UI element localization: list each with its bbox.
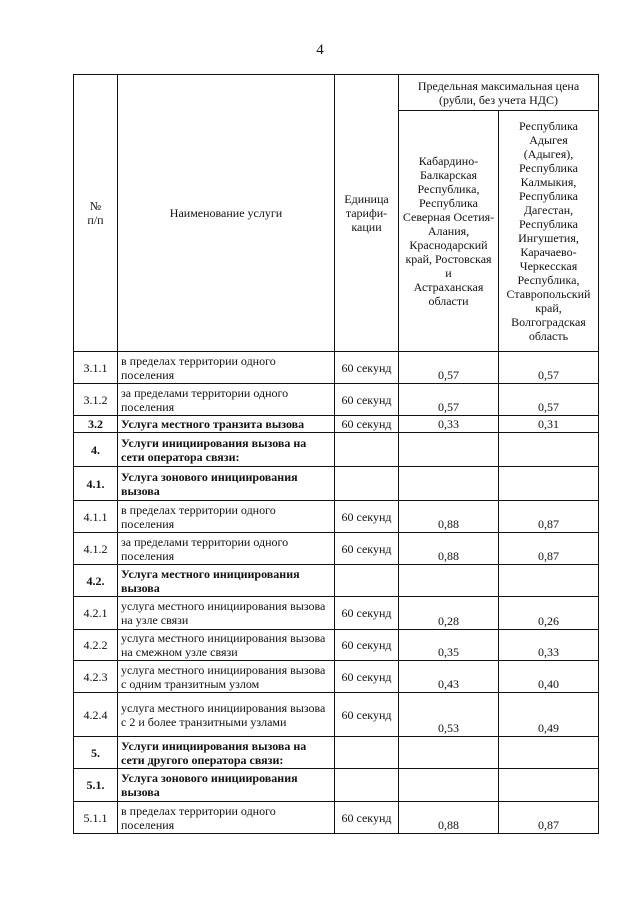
row-number-cell: 3.1.1 <box>74 352 118 384</box>
price-region-2-cell <box>499 769 599 802</box>
unit-cell <box>335 737 399 769</box>
unit-cell: 60 секунд <box>335 597 399 630</box>
row-number-cell: 4.2.3 <box>74 661 118 693</box>
price-region-1-cell: 0,88 <box>399 501 499 533</box>
table-row <box>74 802 599 834</box>
price-region-2-cell: 0,33 <box>499 630 599 661</box>
price-region-2-cell: 0,49 <box>499 693 599 737</box>
price-region-1-cell: 0,57 <box>399 384 499 416</box>
price-region-2-cell <box>499 433 599 467</box>
price-region-2-cell <box>499 467 599 501</box>
service-name-cell: услуга местного инициирования вызова на узле связи <box>118 597 335 630</box>
tariff-table <box>73 74 599 834</box>
price-region-2-cell <box>499 737 599 769</box>
header-max-price: Предельная максимальная цена (рубли, без учета НДС) <box>399 75 599 111</box>
unit-cell: 60 секунд <box>335 661 399 693</box>
price-region-2-cell: 0,87 <box>499 802 599 834</box>
price-region-1-cell <box>399 565 499 597</box>
price-region-2-cell: 0,40 <box>499 661 599 693</box>
table-row <box>74 533 599 565</box>
price-region-1-cell <box>399 433 499 467</box>
price-region-2-cell: 0,26 <box>499 597 599 630</box>
table-row <box>74 352 599 384</box>
service-name-cell: Услуга зонового инициирования вызова <box>118 467 335 501</box>
table-row <box>74 501 599 533</box>
price-region-1-cell <box>399 737 499 769</box>
row-number-cell: 5.1.1 <box>74 802 118 834</box>
price-region-2-cell <box>499 565 599 597</box>
service-name-cell: в пределах территории одного поселения <box>118 501 335 533</box>
service-name-cell: услуга местного инициирования вызова с 2 и более транзитными узлами <box>118 693 335 737</box>
unit-cell: 60 секунд <box>335 352 399 384</box>
unit-cell: 60 секунд <box>335 630 399 661</box>
unit-cell <box>335 769 399 802</box>
service-name-cell: Услуги инициирования вызова на сети оператора связи: <box>118 433 335 467</box>
service-name-cell: в пределах территории одного поселения <box>118 802 335 834</box>
table-row <box>74 416 599 433</box>
table-row <box>74 565 599 597</box>
table-row <box>74 467 599 501</box>
row-number-cell: 4. <box>74 433 118 467</box>
table-body <box>74 352 599 834</box>
row-number-cell: 4.2.4 <box>74 693 118 737</box>
service-name-cell: Услуга местного транзита вызова <box>118 416 335 433</box>
table-header <box>74 75 599 352</box>
row-number-cell: 3.1.2 <box>74 384 118 416</box>
service-name-cell: Услуга зонового инициирования вызова <box>118 769 335 802</box>
service-name-cell: в пределах территории одного поселения <box>118 352 335 384</box>
table-row <box>74 661 599 693</box>
unit-cell: 60 секунд <box>335 501 399 533</box>
price-region-1-cell: 0,33 <box>399 416 499 433</box>
price-region-2-cell: 0,87 <box>499 501 599 533</box>
header-unit: Единица тарифи- кации <box>335 75 399 352</box>
price-region-2-cell: 0,31 <box>499 416 599 433</box>
service-name-cell: услуга местного инициирования вызова на смежном узле связи <box>118 630 335 661</box>
unit-cell: 60 секунд <box>335 693 399 737</box>
price-region-2-cell: 0,57 <box>499 352 599 384</box>
table-row <box>74 769 599 802</box>
price-region-1-cell <box>399 769 499 802</box>
price-region-2-cell: 0,57 <box>499 384 599 416</box>
row-number-cell: 4.1.2 <box>74 533 118 565</box>
service-name-cell: за пределами территории одного поселения <box>118 384 335 416</box>
row-number-cell: 5.1. <box>74 769 118 802</box>
price-region-1-cell: 0,53 <box>399 693 499 737</box>
price-region-1-cell: 0,88 <box>399 802 499 834</box>
header-num: № п/п <box>74 75 118 352</box>
price-region-1-cell: 0,35 <box>399 630 499 661</box>
table-row <box>74 693 599 737</box>
row-number-cell: 5. <box>74 737 118 769</box>
table-row <box>74 630 599 661</box>
unit-cell: 60 секунд <box>335 416 399 433</box>
service-name-cell: услуга местного инициирования вызова с одним транзитным узлом <box>118 661 335 693</box>
row-number-cell: 4.1. <box>74 467 118 501</box>
table-row <box>74 433 599 467</box>
service-name-cell: Услуга местного инициирования вызова <box>118 565 335 597</box>
page-number: 4 <box>316 42 324 58</box>
unit-cell <box>335 433 399 467</box>
table-row <box>74 597 599 630</box>
price-region-1-cell: 0,88 <box>399 533 499 565</box>
row-number-cell: 4.2.1 <box>74 597 118 630</box>
row-number-cell: 4.1.1 <box>74 501 118 533</box>
header-service-name: Наименование услуги <box>118 75 335 352</box>
service-name-cell: Услуги инициирования вызова на сети другого оператора связи: <box>118 737 335 769</box>
table-row <box>74 737 599 769</box>
unit-cell: 60 секунд <box>335 533 399 565</box>
price-region-1-cell <box>399 467 499 501</box>
price-region-1-cell: 0,57 <box>399 352 499 384</box>
price-region-1-cell: 0,43 <box>399 661 499 693</box>
unit-cell <box>335 565 399 597</box>
price-region-2-cell: 0,87 <box>499 533 599 565</box>
unit-cell: 60 секунд <box>335 802 399 834</box>
row-number-cell: 3.2 <box>74 416 118 433</box>
row-number-cell: 4.2.2 <box>74 630 118 661</box>
unit-cell <box>335 467 399 501</box>
service-name-cell: за пределами территории одного поселения <box>118 533 335 565</box>
unit-cell: 60 секунд <box>335 384 399 416</box>
row-number-cell: 4.2. <box>74 565 118 597</box>
price-region-1-cell: 0,28 <box>399 597 499 630</box>
table-row <box>74 384 599 416</box>
header-region-group-2: Республика Адыгея (Адыгея), Республика Калмыкия, Республика Дагестан, Республика Ингушетия, Карачаево- Черкесская Республика, Ставропольский край, Волгоградская область <box>499 111 599 352</box>
header-region-group-1: Кабардино- Балкарская Республика, Республика Северная Осетия- Алания, Краснодарский край, Ростовская и Астраханская области <box>399 111 499 352</box>
